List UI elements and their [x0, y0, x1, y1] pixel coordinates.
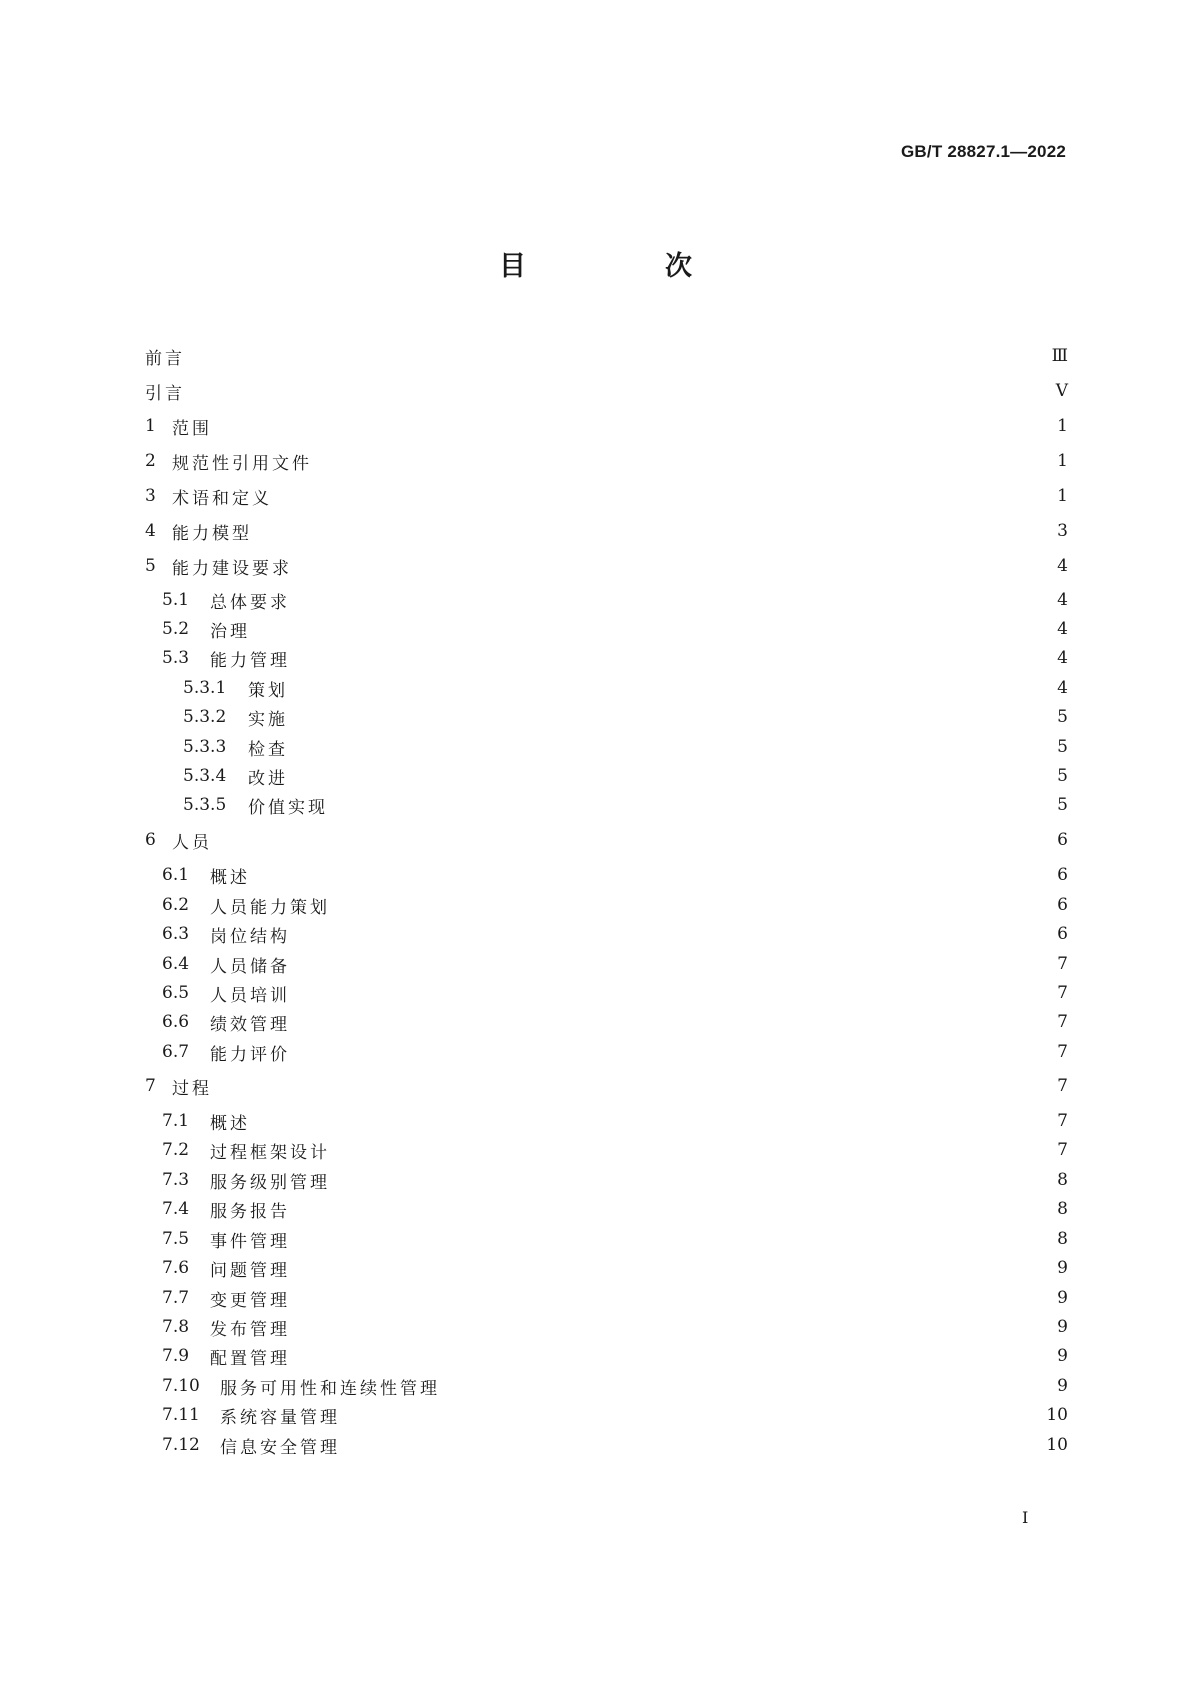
toc-entry[interactable]: [145, 981, 1068, 1005]
toc-entry-number: 5.3.2: [183, 707, 227, 727]
toc-entry-number: 6.1: [162, 865, 190, 885]
toc-entry-label: 问题管理: [210, 1260, 290, 1281]
toc-entry[interactable]: [145, 764, 1068, 788]
toc-entry-number: 7.4: [162, 1199, 190, 1219]
toc-entry-number: 7.9: [162, 1346, 190, 1366]
toc-entry-label: 信息安全管理: [220, 1437, 340, 1458]
toc-entry-page: 6: [1057, 924, 1068, 944]
toc-entry-label: 能力建设要求: [172, 558, 292, 579]
toc-entry-label: 绩效管理: [210, 1014, 290, 1035]
toc-entry[interactable]: [145, 414, 1068, 438]
toc-entry-page: 10: [1046, 1405, 1068, 1425]
dot-leader: [298, 588, 1042, 612]
toc-entry[interactable]: [145, 1344, 1068, 1368]
dot-leader: [260, 519, 1042, 543]
toc-entry-label: 策划: [248, 680, 288, 701]
toc-entry-page: 5: [1057, 707, 1068, 727]
toc-entry-page: 8: [1057, 1199, 1068, 1219]
toc-entry-page: 7: [1057, 1140, 1068, 1160]
toc-entry-page: 5: [1057, 766, 1068, 786]
toc-entry-page: 4: [1057, 678, 1068, 698]
toc-entry[interactable]: [145, 379, 1068, 403]
dot-leader: [296, 735, 1042, 759]
dot-leader: [296, 676, 1042, 700]
dot-leader: [298, 646, 1042, 670]
toc-entry[interactable]: [145, 863, 1068, 887]
toc-entry[interactable]: [145, 705, 1068, 729]
toc-entry-page: 9: [1057, 1288, 1068, 1308]
toc-entry[interactable]: [145, 1227, 1068, 1251]
dot-leader: [298, 1040, 1042, 1064]
dot-leader: [258, 617, 1042, 641]
toc-entry-label: 过程: [172, 1078, 212, 1099]
toc-entry[interactable]: [145, 449, 1068, 473]
toc-entry-label: 服务级别管理: [210, 1172, 330, 1193]
toc-entry-label: 事件管理: [210, 1231, 290, 1252]
toc-entry[interactable]: [145, 1010, 1068, 1034]
toc-entry[interactable]: [145, 893, 1068, 917]
dot-leader: [298, 1197, 1042, 1221]
toc-entry-page: 8: [1057, 1170, 1068, 1190]
toc-entry[interactable]: [145, 1403, 1068, 1427]
toc-entry[interactable]: [145, 1256, 1068, 1280]
toc-entry-label: 改进: [248, 768, 288, 789]
toc-entry[interactable]: [145, 952, 1068, 976]
dot-leader: [193, 344, 1042, 368]
toc-entry[interactable]: [145, 617, 1068, 641]
toc-entry[interactable]: [145, 1433, 1068, 1457]
toc-entry-page: 7: [1057, 1042, 1068, 1062]
toc-entry-label: 概述: [210, 867, 250, 888]
dot-leader: [300, 554, 1042, 578]
toc-entry-page: 4: [1057, 590, 1068, 610]
toc-entry-page: 1: [1057, 416, 1068, 436]
toc-entry-number: 6.4: [162, 954, 190, 974]
toc-entry-page: 4: [1057, 648, 1068, 668]
toc-entry-page: 3: [1057, 521, 1068, 541]
toc-entry-label: 范围: [172, 418, 212, 439]
toc-entry-number: 7: [145, 1076, 156, 1096]
toc-entry-number: 5.3: [162, 648, 190, 668]
toc-entry-label: 人员能力策划: [210, 897, 330, 918]
standard-code: GB/T 28827.1—2022: [901, 142, 1066, 161]
dot-leader: [258, 1109, 1042, 1133]
page-number: Ⅰ: [1022, 1508, 1029, 1527]
toc-entry-number: 6.2: [162, 895, 190, 915]
toc-entry-number: 5.1: [162, 590, 190, 610]
toc-entry-number: 7.1: [162, 1111, 190, 1131]
toc-entry-number: 2: [145, 451, 156, 471]
toc-entry-page: 1: [1057, 451, 1068, 471]
toc-entry-page: 7: [1057, 1111, 1068, 1131]
toc-entry-label: 规范性引用文件: [172, 453, 312, 474]
dot-leader: [298, 952, 1042, 976]
dot-leader: [338, 1138, 1042, 1162]
toc-entry-label: 服务可用性和连续性管理: [220, 1378, 440, 1399]
toc-entry-number: 5.2: [162, 619, 190, 639]
dot-leader: [298, 981, 1042, 1005]
toc-entry-label: 实施: [248, 709, 288, 730]
dot-leader: [320, 449, 1042, 473]
toc-entry-page: 7: [1057, 983, 1068, 1003]
toc-entry-page: 4: [1057, 619, 1068, 639]
toc-entry-page: 7: [1057, 1076, 1068, 1096]
toc-entry-number: 7.5: [162, 1229, 190, 1249]
toc-entry-number: 5: [145, 556, 156, 576]
toc-entry-label: 变更管理: [210, 1290, 290, 1311]
toc-entry-page: 6: [1057, 830, 1068, 850]
toc-entry-number: 5.3.3: [183, 737, 227, 757]
dot-leader: [193, 379, 1042, 403]
toc-entry-page: 7: [1057, 1012, 1068, 1032]
toc-entry-number: 6.7: [162, 1042, 190, 1062]
toc-entry-label: 能力模型: [172, 523, 252, 544]
toc-entry[interactable]: [145, 735, 1068, 759]
toc-entry-label: 发布管理: [210, 1319, 290, 1340]
dot-leader: [258, 863, 1042, 887]
toc-entry-number: 5.3.5: [183, 795, 227, 815]
dot-leader: [220, 828, 1042, 852]
toc-entry[interactable]: [145, 793, 1068, 817]
dot-leader: [298, 1227, 1042, 1251]
dot-leader: [338, 893, 1042, 917]
toc-entry-label: 总体要求: [210, 592, 290, 613]
toc-entry-page: 9: [1057, 1346, 1068, 1366]
toc-entry-number: 7.6: [162, 1258, 190, 1278]
toc-entry-page: 1: [1057, 486, 1068, 506]
toc-entry-label: 过程框架设计: [210, 1142, 330, 1163]
dot-leader: [338, 1168, 1042, 1192]
toc-entry-number: 7.12: [162, 1435, 200, 1455]
toc-entry-label: 系统容量管理: [220, 1407, 340, 1428]
toc-entry-number: 6.3: [162, 924, 190, 944]
toc-entry-number: 6.6: [162, 1012, 190, 1032]
toc-entry[interactable]: [145, 1197, 1068, 1221]
toc-entry-page: 9: [1057, 1317, 1068, 1337]
dot-leader: [336, 793, 1042, 817]
toc-entry[interactable]: [145, 1138, 1068, 1162]
toc-entry-page: 6: [1057, 895, 1068, 915]
toc-entry-label: 配置管理: [210, 1348, 290, 1369]
toc-entry[interactable]: [145, 1074, 1068, 1098]
toc-entry[interactable]: [145, 646, 1068, 670]
toc-entry-number: 7.7: [162, 1288, 190, 1308]
toc-entry-number: 7.3: [162, 1170, 190, 1190]
toc-entry-number: 3: [145, 486, 156, 506]
dot-leader: [348, 1433, 1042, 1457]
toc-entry-page: Ⅴ: [1055, 381, 1068, 401]
dot-leader: [220, 414, 1042, 438]
toc-entry[interactable]: [145, 676, 1068, 700]
toc-entry-label: 人员: [172, 832, 212, 853]
toc-entry[interactable]: [145, 1315, 1068, 1339]
toc-entry[interactable]: [145, 1168, 1068, 1192]
toc-entry[interactable]: [145, 588, 1068, 612]
toc-entry-number: 7.2: [162, 1140, 190, 1160]
toc-entry-label: 人员培训: [210, 985, 290, 1006]
toc-entry-page: 10: [1046, 1435, 1068, 1455]
dot-leader: [298, 1010, 1042, 1034]
toc-entry-page: 7: [1057, 954, 1068, 974]
toc-entry[interactable]: [145, 1109, 1068, 1133]
toc-entry-page: 8: [1057, 1229, 1068, 1249]
toc-entry-label: 能力评价: [210, 1044, 290, 1065]
dot-leader: [298, 1315, 1042, 1339]
toc-entry-label: 人员储备: [210, 956, 290, 977]
toc-entry-number: 4: [145, 521, 156, 541]
toc-entry[interactable]: [145, 484, 1068, 508]
toc-entry-label: 前言: [145, 348, 185, 369]
toc-entry[interactable]: [145, 519, 1068, 543]
dot-leader: [220, 1074, 1042, 1098]
toc-entry-label: 治理: [210, 621, 250, 642]
dot-leader: [298, 922, 1042, 946]
toc-entry[interactable]: [145, 1040, 1068, 1064]
toc-entry-label: 岗位结构: [210, 926, 290, 947]
toc-entry-page: 5: [1057, 737, 1068, 757]
toc-entry[interactable]: [145, 828, 1068, 852]
dot-leader: [448, 1374, 1042, 1398]
toc-entry-label: 检查: [248, 739, 288, 760]
page-title: 目 次: [499, 251, 748, 282]
toc-entry[interactable]: [145, 1374, 1068, 1398]
toc-entry[interactable]: [145, 1286, 1068, 1310]
toc-entry-label: 引言: [145, 383, 185, 404]
dot-leader: [296, 705, 1042, 729]
dot-leader: [280, 484, 1042, 508]
toc-entry-label: 价值实现: [248, 797, 328, 818]
toc-entry-number: 7.8: [162, 1317, 190, 1337]
dot-leader: [298, 1286, 1042, 1310]
toc-entry-page: 9: [1057, 1376, 1068, 1396]
toc-entry-number: 1: [145, 416, 156, 436]
toc-entry-number: 6.5: [162, 983, 190, 1003]
toc-entry-label: 服务报告: [210, 1201, 290, 1222]
toc-entry-page: 9: [1057, 1258, 1068, 1278]
toc-entry[interactable]: [145, 922, 1068, 946]
toc-entry-number: 5.3.4: [183, 766, 227, 786]
toc-entry-page: 4: [1057, 556, 1068, 576]
toc-entry[interactable]: [145, 344, 1068, 368]
toc-entry-label: 概述: [210, 1113, 250, 1134]
toc-entry-page: 5: [1057, 795, 1068, 815]
toc-entry-number: 6: [145, 830, 156, 850]
toc-entry-page: 6: [1057, 865, 1068, 885]
toc-entry-label: 术语和定义: [172, 488, 272, 509]
toc-entry-number: 7.10: [162, 1376, 200, 1396]
toc-entry-page: Ⅲ: [1051, 346, 1068, 366]
toc-entry[interactable]: [145, 554, 1068, 578]
dot-leader: [296, 764, 1042, 788]
dot-leader: [298, 1256, 1042, 1280]
toc-entry-label: 能力管理: [210, 650, 290, 671]
dot-leader: [298, 1344, 1042, 1368]
toc-entry-number: 5.3.1: [183, 678, 227, 698]
dot-leader: [348, 1403, 1042, 1427]
toc-entry-number: 7.11: [162, 1405, 200, 1425]
